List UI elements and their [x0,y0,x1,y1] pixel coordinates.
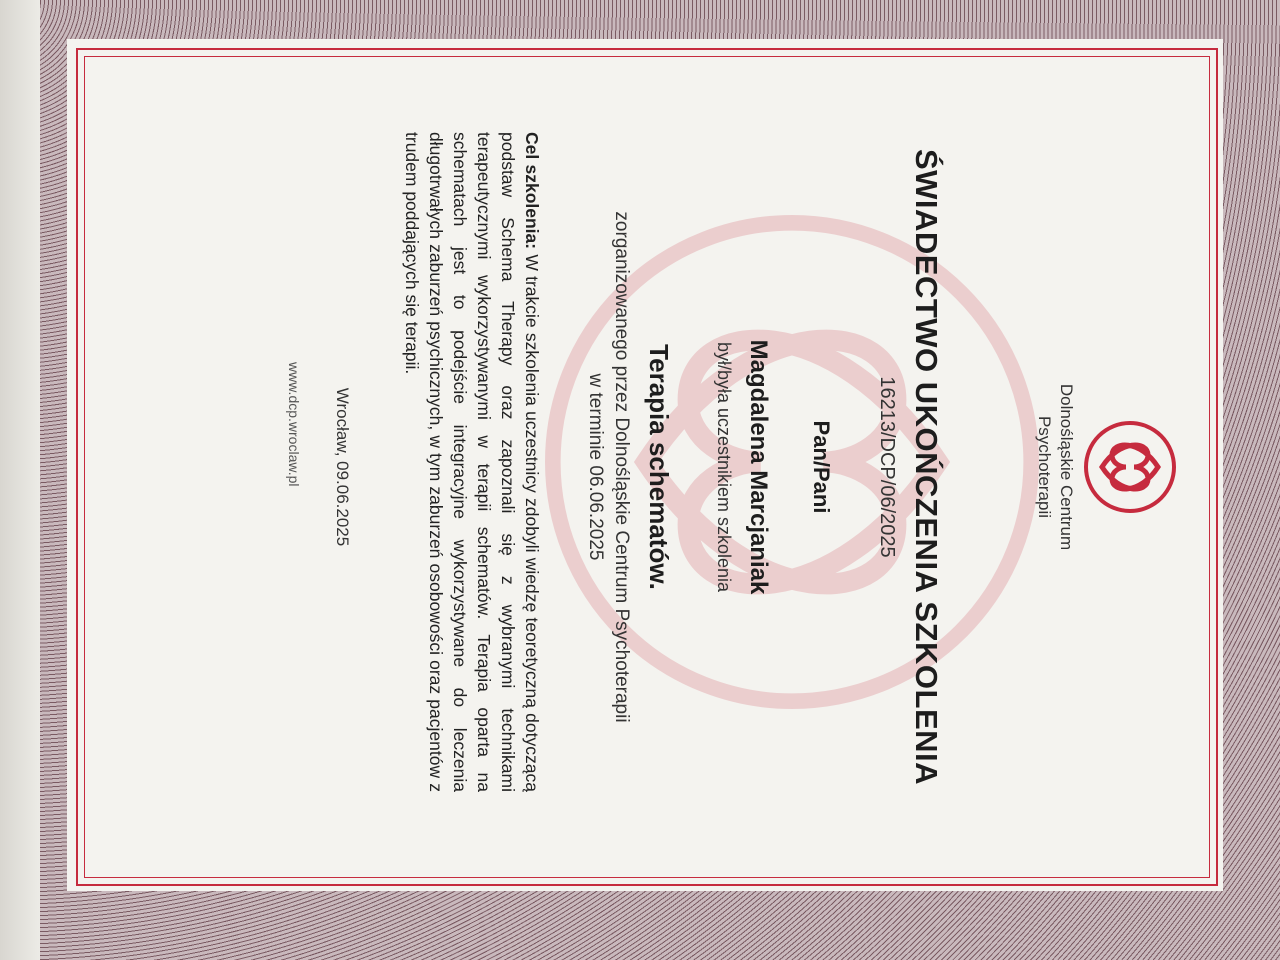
course-name: Terapia schematów. [644,344,674,590]
paper-edge [0,0,40,960]
goal-label: Cel szkolenia: [522,132,542,250]
course-goal-paragraph [400,132,544,792]
certificate-title: ŚWIADECTWO UKOŃCZENIA SZKOLENIA [909,148,944,786]
rotated-page [90,62,1202,872]
certificate-number: 16213/DCP/06/2025 [876,376,898,558]
participant-name: Magdalena Marcjaniak [745,339,772,595]
place-date: Wrocław, 09.06.2025 [333,387,352,547]
term-text: w terminie 06.06.2025 [585,373,606,561]
organizer-text: zorganizowanego przez Dolnośląskie Centrum Psychoterapii [611,211,632,723]
participation-text: był/była uczestnikiem szkolenia [714,341,734,593]
salutation: Pan/Pani [809,420,834,514]
website-url: www.dcp.wroclaw.pl [286,362,302,487]
organization-name-line2: Psychoterapii [1035,415,1054,519]
goal-text: W trakcie szkolenia uczestnicy zdobyli wiedzę teoretyczną dotyczącą podstaw Schema Therapy oraz zapoznali się z wybranymi technikami terapeutycznymi wykorzystywanymi w terapii schematów. Terapia oparta na schematach jest to podejście integracyjne wykorzystywane do leczenia długotrwałych zaburzeń psychicznych, w tym zaburzeń osobowości oraz pacjentów z trudem poddających się terapii. [402,132,542,792]
organization-name-line1: Dolnośląskie Centrum [1057,383,1076,551]
certificate-document [90,62,1202,872]
dcp-logo-icon [1080,417,1180,517]
